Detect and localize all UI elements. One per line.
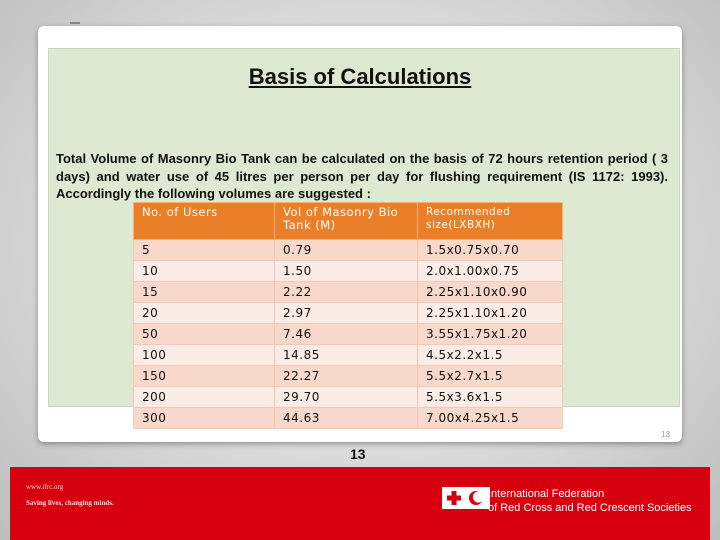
footer-banner: [10, 467, 710, 540]
red-cross-icon: [446, 490, 462, 506]
slide-title: [0, 64, 720, 90]
page-number: 13: [350, 446, 366, 462]
cell-size: 3.55x1.75x1.20: [418, 324, 563, 345]
cell-users: 150: [134, 366, 275, 387]
slide-title-text: Basis of Calculations: [248, 64, 472, 89]
cell-size: 4.5x2.2x1.5: [418, 345, 563, 366]
cell-users: 15: [134, 282, 275, 303]
table-header-row: [134, 203, 563, 240]
cell-users: 200: [134, 387, 275, 408]
table-row: [134, 282, 563, 303]
cell-volume: 0.79: [275, 240, 418, 261]
cell-size: 7.00x4.25x1.5: [418, 408, 563, 429]
footer-url[interactable]: www.ifrc.org: [26, 483, 64, 491]
cell-volume: 14.85: [275, 345, 418, 366]
table-row: [134, 303, 563, 324]
cell-size: 2.25x1.10x0.90: [418, 282, 563, 303]
header-users: No. of Users: [134, 203, 275, 240]
table-row: [134, 345, 563, 366]
red-crescent-icon: [468, 490, 484, 506]
cell-users: 20: [134, 303, 275, 324]
cell-volume: 7.46: [275, 324, 418, 345]
ifrc-logo: [442, 487, 490, 509]
table-body: [134, 240, 563, 429]
cell-size: 2.0x1.00x0.75: [418, 261, 563, 282]
cell-users: 10: [134, 261, 275, 282]
header-size: Recommended size(LXBXH): [418, 203, 563, 240]
table-row: [134, 387, 563, 408]
table-row: [134, 324, 563, 345]
cell-users: 5: [134, 240, 275, 261]
footer-tagline: Saving lives, changing minds.: [26, 499, 114, 507]
org-name-line2: of Red Cross and Red Crescent Societies: [488, 502, 692, 514]
table-row: [134, 408, 563, 429]
decorative-dash: [70, 22, 80, 24]
cell-volume: 2.97: [275, 303, 418, 324]
cell-size: 1.5x0.75x0.70: [418, 240, 563, 261]
cell-volume: 1.50: [275, 261, 418, 282]
header-volume: Vol of Masonry Bio Tank (M): [275, 203, 418, 240]
cell-users: 50: [134, 324, 275, 345]
cell-volume: 22.27: [275, 366, 418, 387]
cell-volume: 44.63: [275, 408, 418, 429]
cell-users: 300: [134, 408, 275, 429]
cell-size: 5.5x3.6x1.5: [418, 387, 563, 408]
cell-volume: 29.70: [275, 387, 418, 408]
org-name-line1: International Federation: [488, 488, 605, 500]
cell-users: 100: [134, 345, 275, 366]
volume-table: [133, 202, 563, 429]
slide-number-small: 13: [661, 430, 670, 439]
slide-description: Total Volume of Masonry Bio Tank can be calculated on the basis of 72 hours retention period ( 3 days) and water use of 45 litres per person per day for flushing requirement (IS 1172: 1993). Accordingly the following volumes are suggested :: [56, 151, 668, 201]
cell-volume: 2.22: [275, 282, 418, 303]
organization-name: [488, 487, 692, 515]
table-row: [134, 366, 563, 387]
table-row: [134, 240, 563, 261]
table-row: [134, 261, 563, 282]
cell-size: 5.5x2.7x1.5: [418, 366, 563, 387]
cell-size: 2.25x1.10x1.20: [418, 303, 563, 324]
